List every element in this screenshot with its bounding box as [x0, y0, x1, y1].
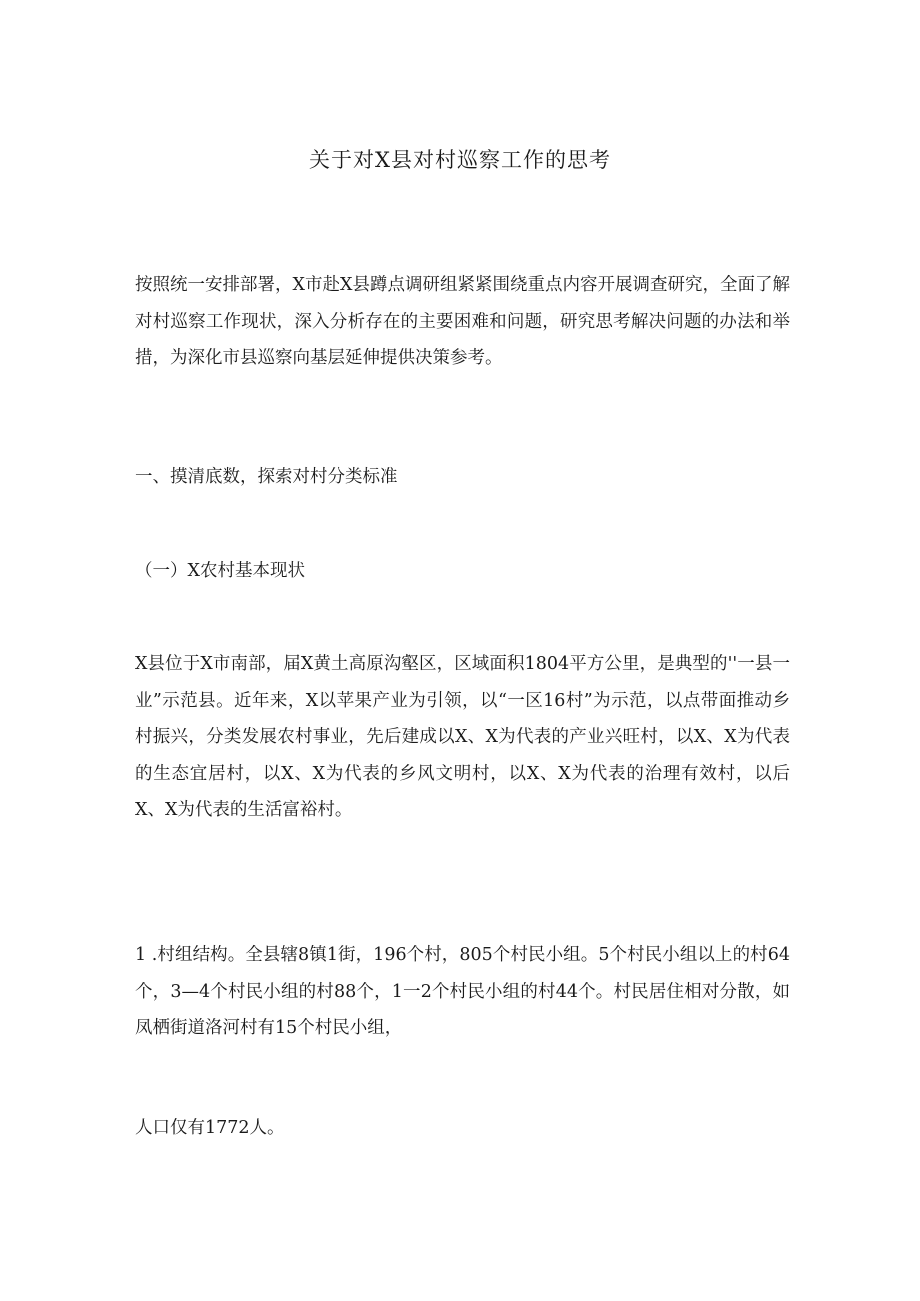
- subsection-heading-1: （一）X农村基本现状: [135, 561, 305, 581]
- section-heading-1: 一、摸清底数，探索对村分类标准: [135, 467, 398, 487]
- village-structure-paragraph: 1 .村组结构。全县辖8镇1街，196个村，805个村民小组。5个村民小组以上的村64个，3—4个村民小组的村88个，1一2个村民小组的村44个。村民居住相对分散，如凤栖街道洛河村有15个村民小组，: [135, 945, 790, 1038]
- intro-paragraph: 按照统一安排部署，X市赴X县蹲点调研组紧紧围绕重点内容开展调查研究，全面了解对村巡察工作现状，深入分析存在的主要困难和问题，研究思考解决问题的办法和举措，为深化市县巡察向基层延伸提供决策参考。: [135, 275, 790, 368]
- document-title: 关于对X县对村巡察工作的思考: [309, 148, 611, 172]
- population-paragraph: 人口仅有1772人。: [135, 1118, 285, 1138]
- basic-status-paragraph: X县位于X市南部，届X黄土高原沟壑区，区域面积1804平方公里，是典型的''一县一业”示范县。近年来，X以苹果产业为引领，以“一区16村”为示范，以点带面推动乡村振兴，分类发展农村事业，先后建成以X、X为代表的产业兴旺村，以X、X为代表的生态宜居村，以X、X为代表的乡风文明村，以X、X为代表的治理有效村，以后X、X为代表的生活富裕村。: [135, 654, 790, 820]
